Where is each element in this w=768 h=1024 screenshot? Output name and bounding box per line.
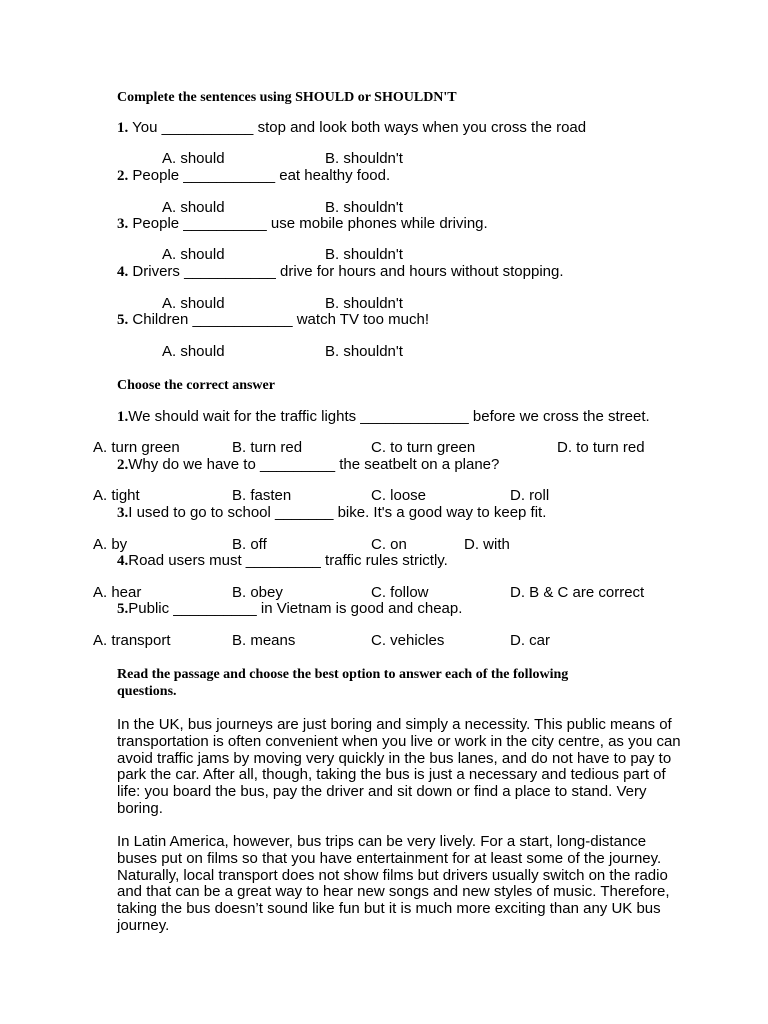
paragraph-text: In Latin America, however, bus trips can be very lively. For a start, long-distance buses put on films so that you have entertainment for at least some of the journey. Naturally, local transport does not show films but drivers usually switch on the radio and that can be a great way to hear new songs and new styles of music. Therefore, taking the bus doesn’t sound like fun but it is much more exciting than any UK bus journey. (117, 833, 670, 934)
s2-question-2 (117, 456, 499, 474)
question-text: We should wait for the traffic lights _____________ before we cross the street. (128, 408, 650, 425)
section3-heading-line2: questions. (117, 684, 177, 699)
section2-heading: Choose the correct answer (117, 378, 275, 393)
s1-question-1 (117, 119, 586, 137)
s1-q5-option-b[interactable]: B. shouldn't (325, 343, 403, 360)
s2-q5-option-a[interactable]: A. transport (93, 632, 171, 649)
s2-question-4 (117, 552, 448, 570)
question-number: 3. (117, 505, 129, 521)
s2-question-1 (117, 408, 650, 426)
s2-q3-option-b[interactable]: B. off (232, 536, 267, 553)
s1-q4-option-a[interactable]: A. should (162, 295, 225, 312)
paragraph-text: In the UK, bus journeys are just boring and simply a necessity. This public means of transportation is often convenient when you live or work in the city centre, as you can avoid traffic jams by moving very quickly in the bus lanes, and do not have to pay to park the car. After all, though, taking the bus is just a necessary and tedious part of life: you board the bus, pay the driver and sit down or find a place to stand. Very boring. (117, 716, 681, 817)
question-text: People ___________ eat healthy food. (132, 167, 391, 184)
s2-question-5 (117, 600, 462, 618)
s1-q2-option-a[interactable]: A. should (162, 199, 225, 216)
s1-question-4 (117, 263, 564, 281)
question-number: 4. (117, 553, 129, 569)
s2-q3-option-d[interactable]: D. with (464, 536, 510, 553)
s2-q4-option-d[interactable]: D. B & C are correct (510, 584, 645, 601)
s2-q5-option-d[interactable]: D. car (510, 632, 551, 649)
question-text: You ___________ stop and look both ways when you cross the road (132, 119, 587, 136)
s2-q2-option-a[interactable]: A. tight (93, 487, 140, 504)
s1-q4-option-b[interactable]: B. shouldn't (325, 295, 403, 312)
question-number: 3. (117, 216, 129, 232)
s2-q1-option-d[interactable]: D. to turn red (557, 439, 645, 456)
s2-q4-option-b[interactable]: B. obey (232, 584, 283, 601)
question-number: 5. (117, 601, 129, 617)
s2-q2-option-c[interactable]: C. loose (371, 487, 427, 504)
s1-q3-option-a[interactable]: A. should (162, 246, 225, 263)
question-number: 2. (117, 168, 129, 184)
s2-q4-option-c[interactable]: C. follow (371, 584, 429, 601)
question-text: Why do we have to _________ the seatbelt on a plane? (128, 456, 500, 473)
question-text: I used to go to school _______ bike. It's a good way to keep fit. (128, 504, 547, 521)
s1-q5-option-a[interactable]: A. should (162, 343, 225, 360)
question-number: 2. (117, 457, 129, 473)
question-number: 1. (117, 409, 129, 425)
s2-q5-option-b[interactable]: B. means (232, 632, 296, 649)
question-number: 4. (117, 264, 129, 280)
question-text: Public __________ in Vietnam is good and cheap. (128, 600, 463, 617)
s1-question-5 (117, 311, 429, 329)
s1-q1-option-b[interactable]: B. shouldn't (325, 150, 403, 167)
question-text: People __________ use mobile phones while driving. (132, 215, 488, 232)
s2-q4-option-a[interactable]: A. hear (93, 584, 142, 601)
section1-heading: Complete the sentences using SHOULD or SHOULDN'T (117, 90, 457, 105)
passage-paragraph-1 (117, 717, 683, 818)
s2-q2-option-b[interactable]: B. fasten (232, 487, 292, 504)
s1-question-2 (117, 167, 390, 185)
s2-q3-option-a[interactable]: A. by (93, 536, 128, 553)
s2-q1-option-b[interactable]: B. turn red (232, 439, 303, 456)
passage-paragraph-2 (117, 834, 683, 935)
question-text: Children ____________ watch TV too much! (132, 311, 430, 328)
s1-question-3 (117, 215, 488, 233)
question-text: Drivers ___________ drive for hours and hours without stopping. (132, 263, 564, 280)
question-number: 1. (117, 120, 129, 136)
question-number: 5. (117, 312, 129, 328)
s1-q2-option-b[interactable]: B. shouldn't (325, 199, 403, 216)
s1-q3-option-b[interactable]: B. shouldn't (325, 246, 403, 263)
s2-q1-option-c[interactable]: C. to turn green (371, 439, 476, 456)
s2-q5-option-c[interactable]: C. vehicles (371, 632, 445, 649)
question-text: Road users must _________ traffic rules strictly. (128, 552, 448, 569)
s1-q1-option-a[interactable]: A. should (162, 150, 225, 167)
section3-heading-line1: Read the passage and choose the best option to answer each of the following (117, 667, 569, 682)
s2-q2-option-d[interactable]: D. roll (510, 487, 550, 504)
s2-q3-option-c[interactable]: C. on (371, 536, 407, 553)
s2-question-3 (117, 504, 546, 522)
s2-q1-option-a[interactable]: A. turn green (93, 439, 180, 456)
